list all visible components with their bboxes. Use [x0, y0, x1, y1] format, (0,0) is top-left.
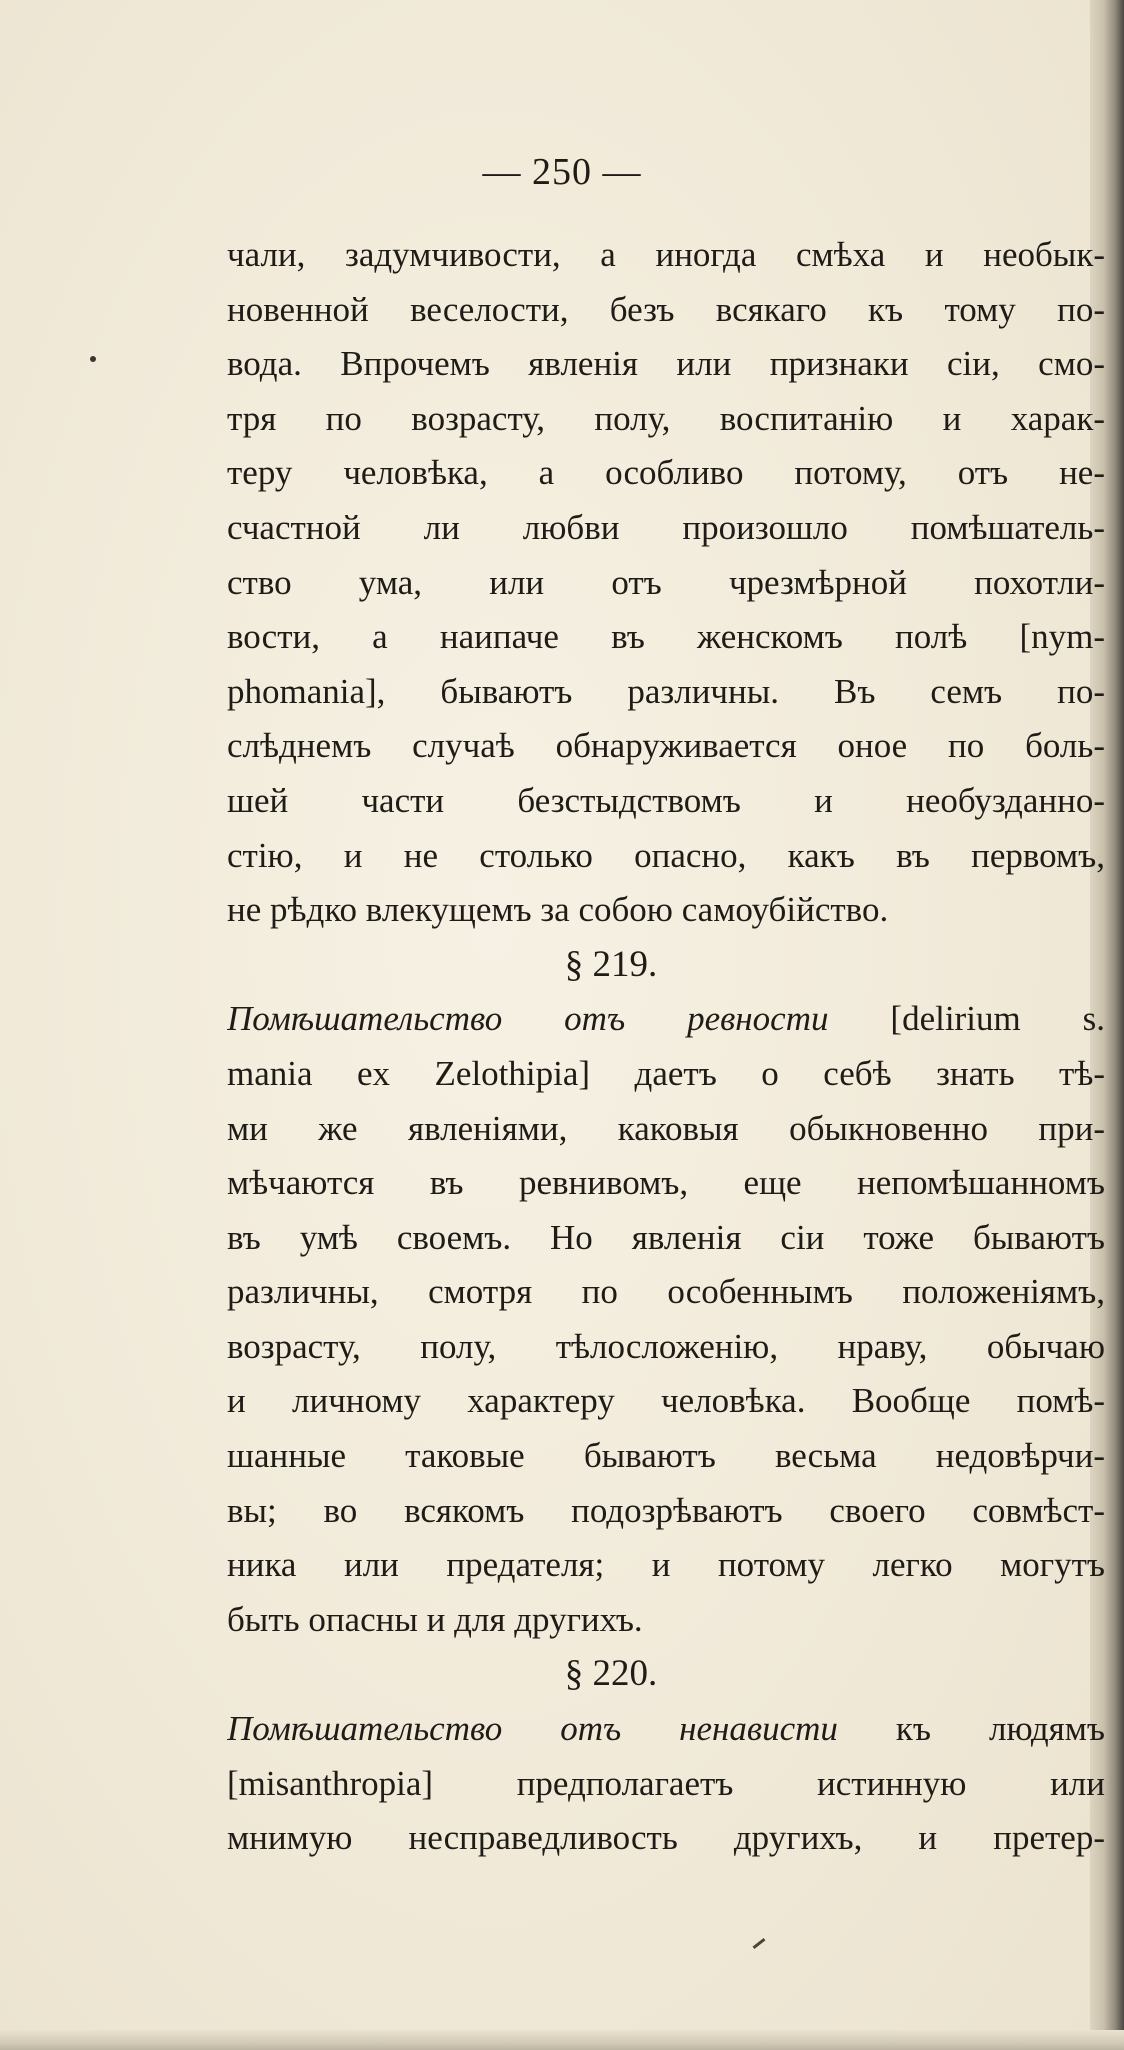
text-line: и личному характеру человѣка. Вообще помѣ- [227, 1381, 1105, 1421]
text-line: шанные таковые бываютъ весьма недовѣрчи- [227, 1436, 1105, 1476]
section-220-first-line [227, 1702, 1105, 1757]
section-219-first-line-rest: [delirium s. [890, 999, 1105, 1039]
text-line: теру человѣка, а особливо потому, отъ не- [227, 453, 1105, 493]
section-heading-220: § 220. [564, 1653, 658, 1695]
section-219-first-line [227, 992, 1105, 1047]
text-line: [misanthropia] предполагаетъ истинную или [227, 1763, 1105, 1803]
text-line: возрасту, полу, тѣлосложенію, нраву, обычаю [227, 1326, 1105, 1366]
section-heading-219: § 219. [564, 943, 658, 985]
text-line: mania ex Zelothipia] даетъ о себѣ знать тѣ- [227, 1053, 1105, 1093]
section-220-first-line-rest: къ людямъ [895, 1709, 1105, 1749]
text-line: стію, и не столько опасно, какъ въ первомъ, [227, 835, 1105, 875]
page-body [227, 228, 1105, 1866]
text-line: въ умѣ своемъ. Но явленія сіи тоже бываютъ [227, 1217, 1105, 1257]
page-bottom-edge [0, 2030, 1124, 2050]
text-line: мнимую несправедливость другихъ, и претер- [227, 1818, 1105, 1858]
text-line: вы; во всякомъ подозрѣваютъ своего совмѣст- [227, 1490, 1105, 1530]
text-line: быть опасны и для другихъ. [227, 1599, 643, 1639]
ink-speck [90, 356, 96, 362]
section-219-term: Помѣшательство отъ ревности [227, 999, 829, 1039]
text-line: вода. Впрочемъ явленія или признаки сіи, смо- [227, 344, 1105, 384]
text-line: чали, задумчивости, а иногда смѣха и необык- [227, 235, 1105, 274]
text-line: тря по возрасту, полу, воспитанію и харак- [227, 398, 1105, 438]
text-line: счастной ли любви произошло помѣшатель- [227, 507, 1105, 547]
text-line: ника или предателя; и потому легко могутъ [227, 1545, 1105, 1585]
text-line: ство ума, или отъ чрезмѣрной похотли- [227, 562, 1105, 602]
text-line: не рѣдко влекущемъ за собою самоубійство. [227, 890, 889, 930]
text-line: мѣчаются въ ревнивомъ, еще непомѣшанномъ [227, 1163, 1105, 1203]
text-line: новенной веселости, безъ всякаго къ тому по- [227, 289, 1105, 329]
section-220-term: Помѣшательство отъ ненависти [227, 1709, 838, 1749]
page-number: — 250 — [482, 151, 642, 193]
text-line: вости, а наипаче въ женскомъ полѣ [nym- [227, 617, 1105, 657]
text-line: различны, смотря по особеннымъ положеніямъ, [227, 1272, 1105, 1312]
text-line: phomania], бываютъ различны. Въ семъ по- [227, 671, 1105, 711]
text-line: ми же явленіями, каковыя обыкновенно при- [227, 1108, 1105, 1148]
text-line: слѣднемъ случаѣ обнаруживается оное по боль- [227, 726, 1105, 766]
text-line: шей части безстыдствомъ и необузданно- [227, 780, 1105, 820]
